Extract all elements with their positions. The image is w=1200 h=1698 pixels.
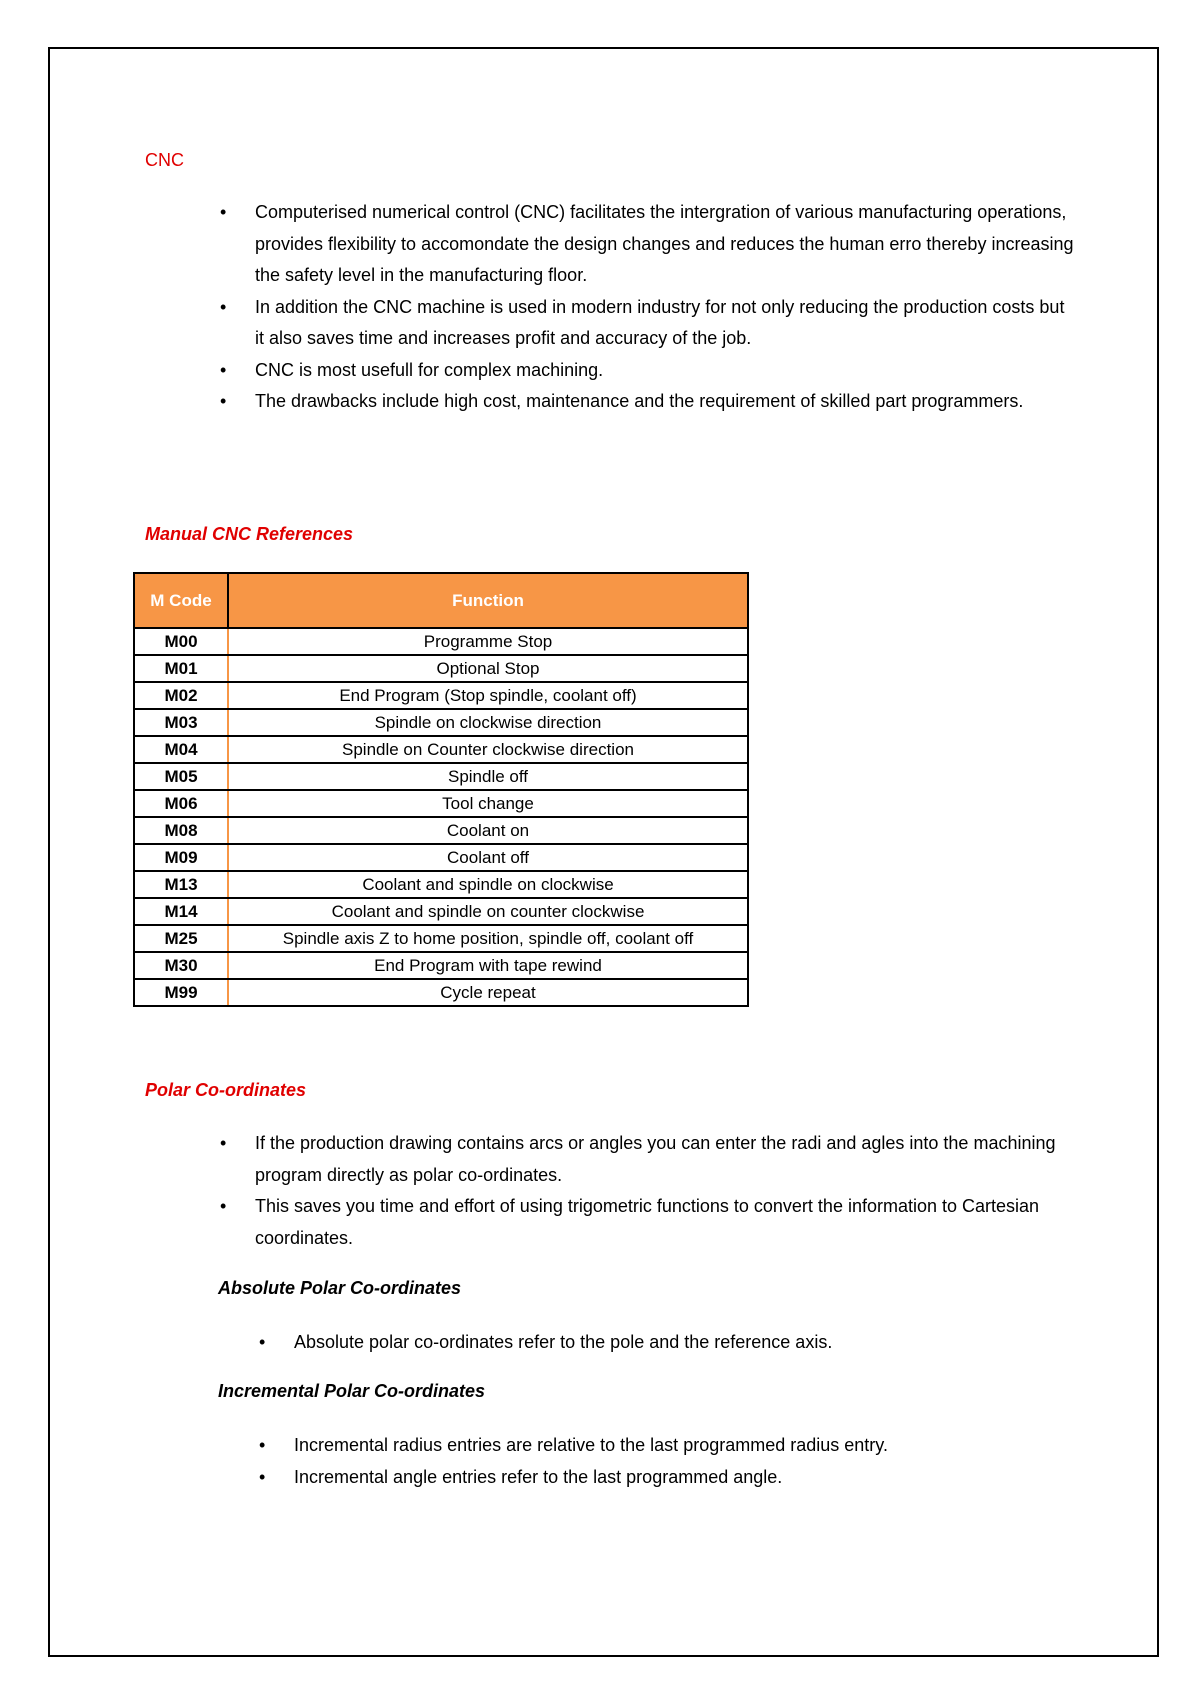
m-code-cell: M30 (134, 952, 228, 979)
function-cell: End Program (Stop spindle, coolant off) (228, 682, 748, 709)
table-row (134, 790, 748, 817)
function-cell: Coolant on (228, 817, 748, 844)
function-cell: Optional Stop (228, 655, 748, 682)
manual-cnc-heading: Manual CNC References (145, 524, 354, 544)
m-code-cell: M02 (134, 682, 228, 709)
table-row (134, 898, 748, 925)
absolute-bullet-list (294, 1327, 1074, 1359)
table-row (134, 628, 748, 655)
m-code-cell: M99 (134, 979, 228, 1006)
function-cell: Spindle axis Z to home position, spindle off, coolant off (228, 925, 748, 952)
function-cell: Coolant and spindle on counter clockwise (228, 898, 748, 925)
function-cell: Spindle on clockwise direction (228, 709, 748, 736)
list-item: • In addition the CNC machine is used in modern industry for not only reducing the production costs but it also saves time and increases profit and accuracy of the job. (255, 292, 1075, 355)
cnc-heading: CNC (145, 150, 184, 170)
m-code-cell: M09 (134, 844, 228, 871)
table-row (134, 817, 748, 844)
m-code-table (133, 572, 749, 1007)
m-code-cell: M14 (134, 898, 228, 925)
m-code-cell: M05 (134, 763, 228, 790)
list-item: • Incremental angle entries refer to the last programmed angle. (294, 1462, 1074, 1494)
table-row (134, 925, 748, 952)
polar-heading: Polar Co-ordinates (145, 1080, 307, 1100)
list-item: • Absolute polar co-ordinates refer to the pole and the reference axis. (294, 1327, 1074, 1359)
m-code-cell: M06 (134, 790, 228, 817)
table-row (134, 682, 748, 709)
polar-bullet-list (255, 1128, 1075, 1254)
table-row (134, 844, 748, 871)
function-cell: Spindle on Counter clockwise direction (228, 736, 748, 763)
absolute-polar-heading: Absolute Polar Co-ordinates (218, 1278, 462, 1298)
function-cell: Tool change (228, 790, 748, 817)
table-row (134, 871, 748, 898)
m-code-cell: M13 (134, 871, 228, 898)
function-cell: Coolant off (228, 844, 748, 871)
function-cell: Programme Stop (228, 628, 748, 655)
function-cell: Coolant and spindle on clockwise (228, 871, 748, 898)
table-row (134, 655, 748, 682)
table-row (134, 979, 748, 1006)
table-row (134, 736, 748, 763)
m-code-cell: M03 (134, 709, 228, 736)
list-item: • The drawbacks include high cost, maintenance and the requirement of skilled part programmers. (255, 386, 1075, 418)
table-row (134, 709, 748, 736)
incremental-bullet-list (294, 1430, 1074, 1493)
list-item: • Incremental radius entries are relative to the last programmed radius entry. (294, 1430, 1074, 1462)
table-row (134, 952, 748, 979)
function-cell: Spindle off (228, 763, 748, 790)
list-item: • CNC is most usefull for complex machining. (255, 355, 1075, 387)
list-item: • Computerised numerical control (CNC) facilitates the intergration of various manufacturing operations, provides flexibility to accomondate the design changes and reduces the human erro thereby increasing the safety level in the manufacturing floor. (255, 197, 1075, 292)
m-code-cell: M25 (134, 925, 228, 952)
m-code-cell: M04 (134, 736, 228, 763)
m-code-column-header: M Code (134, 573, 228, 628)
function-column-header: Function (228, 573, 748, 628)
function-cell: End Program with tape rewind (228, 952, 748, 979)
table-row (134, 763, 748, 790)
table-header-row (134, 573, 748, 628)
cnc-bullet-list (255, 197, 1075, 418)
incremental-polar-heading: Incremental Polar Co-ordinates (218, 1381, 486, 1401)
m-code-cell: M01 (134, 655, 228, 682)
m-code-cell: M08 (134, 817, 228, 844)
m-code-cell: M00 (134, 628, 228, 655)
list-item: • If the production drawing contains arcs or angles you can enter the radi and agles into the machining program directly as polar co-ordinates. (255, 1128, 1075, 1191)
list-item: • This saves you time and effort of using trigometric functions to convert the information to Cartesian coordinates. (255, 1191, 1075, 1254)
function-cell: Cycle repeat (228, 979, 748, 1006)
